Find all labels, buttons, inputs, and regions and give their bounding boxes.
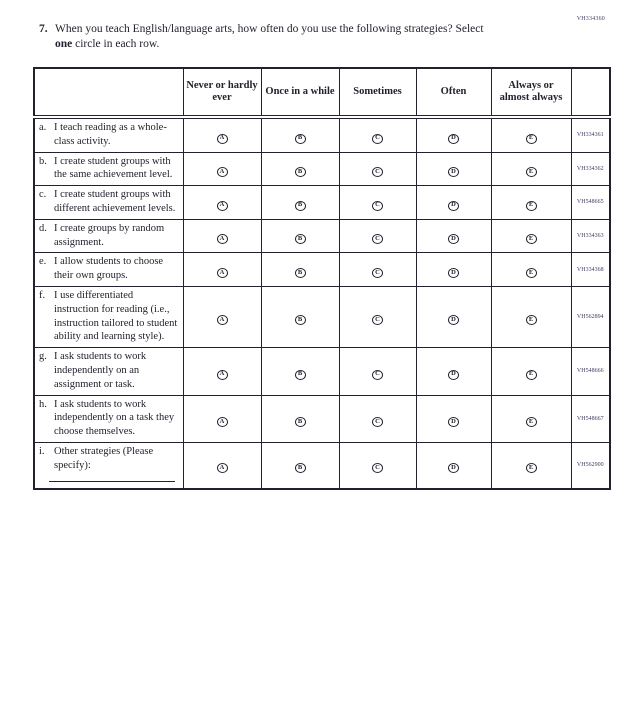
frequency-matrix-table [33,67,611,490]
answer-bubble-b[interactable]: B [295,417,306,427]
answer-bubble-c[interactable]: C [372,370,383,380]
answer-cell [416,442,491,488]
row-text: I ask students to work independently on a task they choose themselves. [54,398,175,438]
answer-cell [261,253,339,287]
answer-bubble-b[interactable]: B [295,234,306,244]
answer-bubble-d[interactable]: D [448,268,459,278]
row-stem-cell [34,286,183,347]
row-stem [39,222,180,250]
row-stem-cell [34,442,183,488]
row-stem [39,350,180,391]
table-row-c [34,186,610,220]
question-text-end: circle in each row. [72,37,160,50]
row-letter: h. [39,398,47,410]
answer-bubble-a[interactable]: A [217,234,228,244]
stem-header-cell [34,68,183,117]
question-bold-word: one [55,37,73,50]
question-text [55,22,491,51]
answer-bubble-d[interactable]: D [448,370,459,380]
answer-cell [491,442,571,488]
answer-bubble-d[interactable]: D [448,463,459,473]
answer-cell [416,286,491,347]
answer-cell [261,186,339,220]
row-text: Other strategies (Please specify): [54,445,154,471]
answer-cell [339,152,416,186]
row-stem [39,188,180,216]
answer-bubble-a[interactable]: A [217,268,228,278]
answer-bubble-e[interactable]: E [526,315,537,325]
table-row-b [34,152,610,186]
answer-bubble-a[interactable]: A [217,315,228,325]
answer-bubble-c[interactable]: C [372,463,383,473]
answer-cell [339,348,416,395]
answer-bubble-a[interactable]: A [217,463,228,473]
answer-bubble-a[interactable]: A [217,134,228,144]
answer-bubble-b[interactable]: B [295,370,306,380]
answer-bubble-d[interactable]: D [448,234,459,244]
row-code: VH562894 [571,286,610,347]
answer-cell [183,152,261,186]
answer-cell [416,253,491,287]
row-letter: d. [39,222,47,234]
answer-bubble-b[interactable]: B [295,134,306,144]
answer-cell [183,186,261,220]
row-stem [39,289,180,344]
table-row-e [34,253,610,287]
answer-cell [491,286,571,347]
answer-bubble-e[interactable]: E [526,268,537,278]
answer-bubble-d[interactable]: D [448,134,459,144]
answer-bubble-b[interactable]: B [295,268,306,278]
answer-cell [491,253,571,287]
row-code: VH548667 [571,395,610,442]
answer-cell [416,186,491,220]
row-stem [39,398,180,439]
row-text: I ask students to work independently on an assignment or task. [54,351,147,390]
answer-bubble-c[interactable]: C [372,134,383,144]
row-stem-cell [34,186,183,220]
answer-bubble-c[interactable]: C [372,167,383,177]
strategies-tbody [34,117,610,489]
row-text: I teach reading as a whole-class activity. [54,122,167,147]
table-row-f [34,286,610,347]
row-stem-cell [34,395,183,442]
row-text: I allow students to choose their own groups. [54,256,164,282]
table-row-g [34,348,610,395]
answer-bubble-e[interactable]: E [526,167,537,177]
answer-bubble-d[interactable]: D [448,315,459,325]
answer-bubble-e[interactable]: E [526,417,537,427]
answer-cell [261,152,339,186]
answer-bubble-a[interactable]: A [217,370,228,380]
row-stem-cell [34,348,183,395]
answer-cell [339,219,416,253]
row-code: VH334368 [571,253,610,287]
column-header-often: Often [416,68,491,117]
answer-cell [339,253,416,287]
answer-cell [183,286,261,347]
answer-cell [261,395,339,442]
answer-bubble-a[interactable]: A [217,417,228,427]
question-text-start: When you teach English/language arts, how often do you use the following strategies? Select [55,23,484,35]
answer-cell [416,395,491,442]
row-text: I create groups by random assignment. [54,222,165,248]
answer-cell [491,395,571,442]
row-code: VH548665 [571,186,610,220]
answer-cell [416,152,491,186]
row-code: VH334362 [571,152,610,186]
answer-cell [261,117,339,152]
row-letter: g. [39,351,47,363]
column-header-never: Never or hardly ever [183,68,261,117]
row-letter: c. [39,189,47,201]
code-header-cell [571,68,610,117]
header-row [34,68,610,117]
answer-bubble-b[interactable]: B [295,201,306,211]
row-text: I create student groups with different achievement levels. [54,189,176,214]
answer-cell [183,253,261,287]
row-letter: e. [39,256,47,268]
answer-cell [491,152,571,186]
row-stem-cell [34,117,183,152]
table-row-i [34,442,610,488]
column-header-always: Always or almost always [491,68,571,117]
answer-cell [261,219,339,253]
row-letter: f. [39,289,46,301]
answer-bubble-d[interactable]: D [448,201,459,211]
specify-blank-line[interactable] [49,481,175,482]
answer-bubble-e[interactable]: E [526,370,537,380]
answer-cell [261,286,339,347]
answer-cell [491,186,571,220]
answer-bubble-a[interactable]: A [217,167,228,177]
answer-bubble-e[interactable]: E [526,134,537,144]
answer-bubble-d[interactable]: D [448,167,459,177]
form-code: VH334360 [576,16,605,22]
row-stem-cell [34,219,183,253]
answer-cell [183,219,261,253]
answer-cell [416,219,491,253]
answer-cell [183,395,261,442]
answer-cell [416,348,491,395]
answer-bubble-c[interactable]: C [372,234,383,244]
row-code: VH562900 [571,442,610,488]
row-letter: i. [39,445,45,457]
answer-cell [183,348,261,395]
answer-cell [416,117,491,152]
answer-bubble-b[interactable]: B [295,463,306,473]
answer-cell [491,117,571,152]
answer-bubble-c[interactable]: C [372,315,383,325]
column-header-sometimes: Sometimes [339,68,416,117]
answer-cell [261,442,339,488]
table-row-a [34,117,610,152]
row-stem [39,155,180,183]
answer-bubble-c[interactable]: C [372,268,383,278]
answer-cell [183,442,261,488]
answer-cell [183,117,261,152]
answer-cell [339,186,416,220]
table-row-h [34,395,610,442]
question-block [39,22,491,51]
answer-cell [339,395,416,442]
row-letter: b. [39,155,47,167]
answer-bubble-c[interactable]: C [372,417,383,427]
table-header [34,68,610,117]
row-code: VH334363 [571,219,610,253]
answer-bubble-e[interactable]: E [526,234,537,244]
answer-bubble-a[interactable]: A [217,201,228,211]
row-code: VH548666 [571,348,610,395]
answer-cell [491,348,571,395]
answer-bubble-b[interactable]: B [295,315,306,325]
row-stem-cell [34,152,183,186]
row-text: I create student groups with the same achievement level. [54,155,173,181]
row-text: I use differentiated instruction for reading (i.e., instruction tailored to student ability and learning style). [54,289,178,343]
row-letter: a. [39,122,47,133]
row-stem-cell [34,253,183,287]
answer-bubble-b[interactable]: B [295,167,306,177]
table-row-d [34,219,610,253]
answer-cell [339,117,416,152]
column-header-once-in-a-while: Once in a while [261,68,339,117]
row-stem [39,121,180,149]
row-stem [39,445,180,473]
question-number: 7. [39,23,48,35]
answer-bubble-e[interactable]: E [526,201,537,211]
answer-bubble-c[interactable]: C [372,201,383,211]
answer-bubble-d[interactable]: D [448,417,459,427]
row-stem [39,255,180,283]
answer-cell [491,219,571,253]
answer-cell [261,348,339,395]
answer-cell [339,442,416,488]
answer-bubble-e[interactable]: E [526,463,537,473]
row-code: VH334361 [571,117,610,152]
answer-cell [339,286,416,347]
